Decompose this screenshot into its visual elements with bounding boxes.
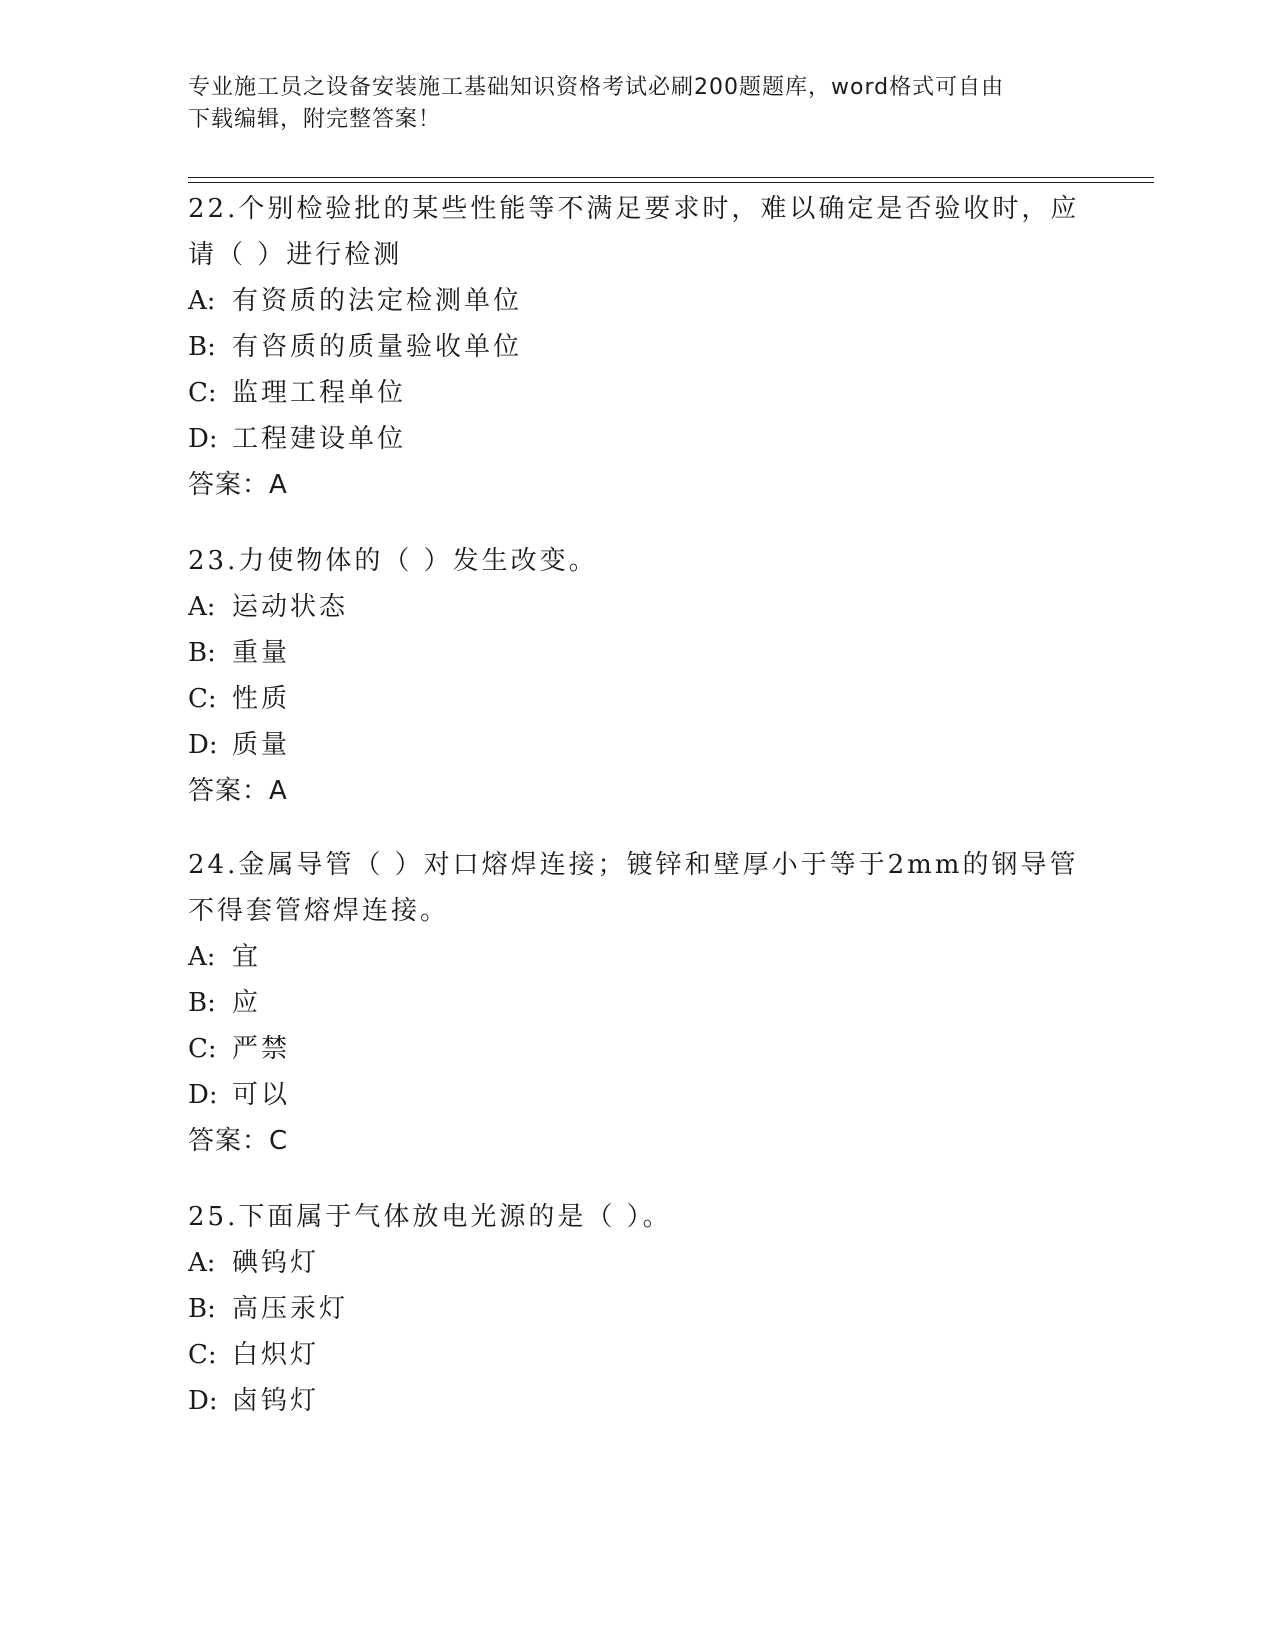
option-letter: D: <box>188 1080 218 1110</box>
option-c <box>188 370 1088 416</box>
option-text: 高压汞灯 <box>232 1294 349 1324</box>
header-line-1: 专业施工员之设备安装施工基础知识资格考试必刷200题题库，word格式可自由 <box>188 75 1005 100</box>
option-a <box>188 278 1088 324</box>
option-letter: A: <box>188 942 216 972</box>
header-line-2: 下载编辑，附完整答案！ <box>188 107 442 132</box>
question-text-line-2: 不得套管熔焊连接。 <box>188 896 450 926</box>
answer: 答案：A <box>188 776 288 806</box>
option-b <box>188 630 1088 676</box>
option-c <box>188 676 1088 722</box>
option-letter: B: <box>188 988 216 1018</box>
option-text: 性质 <box>232 684 291 714</box>
option-text: 重量 <box>232 638 291 668</box>
option-letter: C: <box>188 1340 217 1370</box>
option-letter: B: <box>188 1294 216 1324</box>
answer: 答案：C <box>188 1126 289 1156</box>
option-c <box>188 1332 1088 1378</box>
question-text-line-1: 24.金属导管（ ）对口熔焊连接；镀锌和壁厚小于等于2mm的钢导管 <box>188 850 1079 880</box>
question-text-line-1: 25.下面属于气体放电光源的是（ ）。 <box>188 1202 672 1232</box>
option-letter: A: <box>188 286 216 316</box>
option-text: 监理工程单位 <box>232 378 407 408</box>
option-text: 质量 <box>232 730 291 760</box>
answer: 答案：A <box>188 470 288 500</box>
question-22 <box>188 186 1088 508</box>
option-a <box>188 1240 1088 1286</box>
option-letter: B: <box>188 332 216 362</box>
option-letter: D: <box>188 424 218 454</box>
option-a <box>188 584 1088 630</box>
option-text: 工程建设单位 <box>232 424 407 454</box>
option-letter: A: <box>188 592 216 622</box>
document-header <box>188 72 1088 136</box>
option-d <box>188 722 1088 768</box>
option-d <box>188 1072 1088 1118</box>
option-letter: C: <box>188 378 217 408</box>
option-letter: B: <box>188 638 216 668</box>
option-text: 碘钨灯 <box>232 1248 320 1278</box>
question-24 <box>188 842 1088 1164</box>
option-letter: D: <box>188 1386 218 1416</box>
option-text: 严禁 <box>232 1034 291 1064</box>
option-text: 宜 <box>232 942 262 972</box>
option-letter: D: <box>188 730 218 760</box>
option-text: 有咨质的质量验收单位 <box>232 332 523 362</box>
header-divider-top <box>188 177 1154 178</box>
question-text-line-2: 请（ ）进行检测 <box>188 240 403 270</box>
option-b <box>188 1286 1088 1332</box>
option-b <box>188 980 1088 1026</box>
question-text-line-1: 22.个别检验批的某些性能等不满足要求时，难以确定是否验收时，应 <box>188 194 1080 224</box>
option-letter: A: <box>188 1248 216 1278</box>
option-c <box>188 1026 1088 1072</box>
option-b <box>188 324 1088 370</box>
option-text: 应 <box>232 988 262 1018</box>
option-text: 可以 <box>232 1080 291 1110</box>
question-23 <box>188 538 1088 814</box>
option-text: 有资质的法定检测单位 <box>232 286 523 316</box>
option-letter: C: <box>188 684 217 714</box>
header-divider-bottom <box>188 182 1154 183</box>
question-text-line-1: 23.力使物体的（ ）发生改变。 <box>188 546 598 576</box>
option-d <box>188 416 1088 462</box>
option-d <box>188 1378 1088 1424</box>
option-text: 运动状态 <box>232 592 349 622</box>
option-letter: C: <box>188 1034 217 1064</box>
option-text: 卤钨灯 <box>232 1386 320 1416</box>
option-text: 白炽灯 <box>232 1340 320 1370</box>
question-25 <box>188 1194 1088 1424</box>
option-a <box>188 934 1088 980</box>
